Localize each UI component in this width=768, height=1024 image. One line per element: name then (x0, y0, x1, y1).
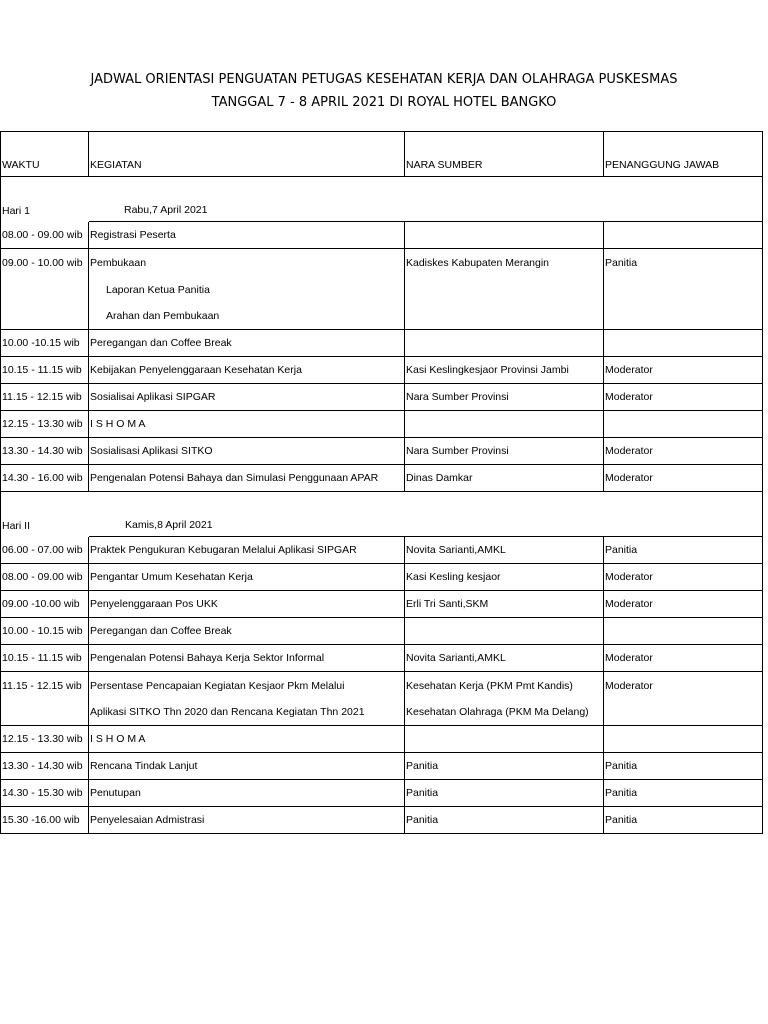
responsible-cell: Moderator (604, 591, 763, 618)
responsible-cell: Panitia (604, 753, 763, 780)
day-2-date: Kamis,8 April 2021 (89, 492, 763, 537)
speaker-cell: Nara Sumber Provinsi (405, 438, 604, 465)
activity-cell: I S H O M A (89, 411, 405, 438)
activity-cell: Laporan Ketua Panitia (89, 276, 405, 303)
table-row (1, 672, 763, 699)
time-cell: 08.00 - 09.00 wib (1, 564, 89, 591)
responsible-cell: Moderator (604, 384, 763, 411)
header-kegiatan: KEGIATAN (89, 132, 405, 177)
speaker-cell: Novita Sarianti,AMKL (405, 645, 604, 672)
day-1-header-row (1, 177, 763, 222)
speaker-cell: Erli Tri Santi,SKM (405, 591, 604, 618)
table-row (1, 780, 763, 807)
activity-cell: Registrasi Peserta (89, 222, 405, 249)
table-row (1, 357, 763, 384)
time-cell: 13.30 - 14.30 wib (1, 438, 89, 465)
speaker-cell (405, 303, 604, 330)
responsible-cell (604, 411, 763, 438)
table-row (1, 564, 763, 591)
responsible-cell: Moderator (604, 645, 763, 672)
speaker-cell (405, 411, 604, 438)
table-row (1, 699, 763, 726)
day-2-header-row (1, 492, 763, 537)
responsible-cell: Panitia (604, 249, 763, 276)
speaker-cell: Kasi Kesling kesjaor (405, 564, 604, 591)
activity-cell: Peregangan dan Coffee Break (89, 330, 405, 357)
table-row (1, 276, 763, 303)
speaker-cell (405, 222, 604, 249)
header-penanggung-jawab: PENANGGUNG JAWAB (604, 132, 763, 177)
speaker-cell: Kesehatan Kerja (PKM Pmt Kandis) (405, 672, 604, 699)
time-cell: 11.15 - 12.15 wib (1, 672, 89, 699)
time-cell: 09.00 - 10.00 wib (1, 249, 89, 276)
time-cell: 09.00 -10.00 wib (1, 591, 89, 618)
speaker-cell: Kesehatan Olahraga (PKM Ma Delang) (405, 699, 604, 726)
activity-cell: Pengantar Umum Kesehatan Kerja (89, 564, 405, 591)
responsible-cell: Moderator (604, 564, 763, 591)
time-cell: 10.00 - 10.15 wib (1, 618, 89, 645)
table-row (1, 645, 763, 672)
time-cell: 14.30 - 15.30 wib (1, 780, 89, 807)
time-cell: 14.30 - 16.00 wib (1, 465, 89, 492)
table-row (1, 591, 763, 618)
time-cell: 12.15 - 13.30 wib (1, 411, 89, 438)
table-row (1, 438, 763, 465)
responsible-cell (604, 726, 763, 753)
time-cell (1, 303, 89, 330)
responsible-cell: Moderator (604, 465, 763, 492)
time-cell: 10.00 -10.15 wib (1, 330, 89, 357)
table-row (1, 411, 763, 438)
speaker-cell (405, 726, 604, 753)
responsible-cell (604, 303, 763, 330)
table-header-row (1, 132, 763, 177)
header-waktu: WAKTU (1, 132, 89, 177)
activity-cell: Praktek Pengukuran Kebugaran Melalui Aplikasi SIPGAR (89, 537, 405, 564)
table-row (1, 726, 763, 753)
time-cell (1, 699, 89, 726)
table-row (1, 465, 763, 492)
time-cell: 08.00 - 09.00 wib (1, 222, 89, 249)
activity-cell: Penutupan (89, 780, 405, 807)
speaker-cell (405, 330, 604, 357)
table-row (1, 753, 763, 780)
speaker-cell: Novita Sarianti,AMKL (405, 537, 604, 564)
speaker-cell (405, 276, 604, 303)
table-row (1, 222, 763, 249)
speaker-cell: Panitia (405, 753, 604, 780)
responsible-cell (604, 276, 763, 303)
activity-cell: Pengenalan Potensi Bahaya dan Simulasi Penggunaan APAR (89, 465, 405, 492)
activity-cell: Kebijakan Penyelenggaraan Kesehatan Kerja (89, 357, 405, 384)
speaker-cell: Nara Sumber Provinsi (405, 384, 604, 411)
speaker-cell: Dinas Damkar (405, 465, 604, 492)
activity-cell: Sosialisasi Aplikasi SITKO (89, 438, 405, 465)
responsible-cell: Panitia (604, 780, 763, 807)
table-row (1, 537, 763, 564)
time-cell: 15.30 -16.00 wib (1, 807, 89, 834)
responsible-cell: Panitia (604, 537, 763, 564)
time-cell: 11.15 - 12.15 wib (1, 384, 89, 411)
responsible-cell (604, 330, 763, 357)
activity-cell: Aplikasi SITKO Thn 2020 dan Rencana Kegiatan Thn 2021 (89, 699, 405, 726)
document-title-line-1: JADWAL ORIENTASI PENGUATAN PETUGAS KESEHATAN KERJA DAN OLAHRAGA PUSKESMAS (90, 72, 678, 87)
activity-cell: Sosialisai Aplikasi SIPGAR (89, 384, 405, 411)
table-row (1, 618, 763, 645)
responsible-cell (604, 222, 763, 249)
day-1-label: Hari 1 (2, 205, 31, 217)
day-1-date: Rabu,7 April 2021 (89, 177, 763, 222)
table-row (1, 330, 763, 357)
responsible-cell: Moderator (604, 672, 763, 699)
document-title-line-2: TANGGAL 7 - 8 APRIL 2021 DI ROYAL HOTEL BANGKO (211, 95, 557, 110)
time-cell: 13.30 - 14.30 wib (1, 753, 89, 780)
header-nara-sumber: NARA SUMBER (405, 132, 604, 177)
time-cell: 06.00 - 07.00 wib (1, 537, 89, 564)
table-row (1, 303, 763, 330)
responsible-cell: Moderator (604, 438, 763, 465)
responsible-cell (604, 699, 763, 726)
activity-cell: Rencana Tindak Lanjut (89, 753, 405, 780)
schedule-table (0, 131, 763, 834)
table-row (1, 249, 763, 276)
responsible-cell: Moderator (604, 357, 763, 384)
time-cell (1, 276, 89, 303)
speaker-cell (405, 618, 604, 645)
day-2-label: Hari II (2, 520, 31, 532)
speaker-cell: Panitia (405, 807, 604, 834)
activity-cell: Persentase Pencapaian Kegiatan Kesjaor Pkm Melalui (89, 672, 405, 699)
activity-cell: Penyelesaian Admistrasi (89, 807, 405, 834)
responsible-cell (604, 618, 763, 645)
activity-cell: Pembukaan (89, 249, 405, 276)
activity-cell: Peregangan dan Coffee Break (89, 618, 405, 645)
activity-cell: Arahan dan Pembukaan (89, 303, 405, 330)
activity-cell: Penyelenggaraan Pos UKK (89, 591, 405, 618)
time-cell: 10.15 - 11.15 wib (1, 357, 89, 384)
time-cell: 12.15 - 13.30 wib (1, 726, 89, 753)
speaker-cell: Panitia (405, 780, 604, 807)
speaker-cell: Kadiskes Kabupaten Merangin (405, 249, 604, 276)
table-row (1, 384, 763, 411)
activity-cell: I S H O M A (89, 726, 405, 753)
table-row (1, 807, 763, 834)
speaker-cell: Kasi Keslingkesjaor Provinsi Jambi (405, 357, 604, 384)
responsible-cell: Panitia (604, 807, 763, 834)
time-cell: 10.15 - 11.15 wib (1, 645, 89, 672)
activity-cell: Pengenalan Potensi Bahaya Kerja Sektor Informal (89, 645, 405, 672)
